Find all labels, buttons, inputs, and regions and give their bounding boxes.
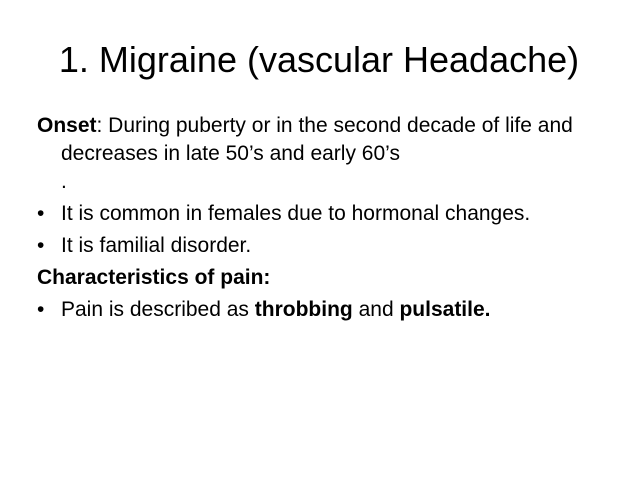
bullet-text: It is common in females due to hormonal changes. xyxy=(61,202,531,225)
onset-trailing: . xyxy=(61,170,67,193)
characteristics-heading-text: Characteristics of pain: xyxy=(37,266,271,289)
slide-body xyxy=(37,112,622,324)
pain-throbbing: throbbing xyxy=(254,298,353,321)
onset-paragraph xyxy=(37,112,622,196)
bullet-icon: • xyxy=(37,298,45,321)
bullet-icon: • xyxy=(37,234,45,257)
pain-pulsatile: pulsatile. xyxy=(399,298,491,321)
bullet-item-familial xyxy=(37,232,622,260)
bullet-item-hormonal xyxy=(37,200,622,228)
bullet-text: It is familial disorder. xyxy=(61,234,252,257)
pain-middle: and xyxy=(352,298,400,321)
slide-title: 1. Migraine (vascular Headache) xyxy=(58,39,580,80)
onset-label: Onset xyxy=(37,114,97,137)
pain-prefix: Pain is described as xyxy=(61,298,255,321)
bullet-icon: • xyxy=(37,202,45,225)
characteristics-heading xyxy=(37,264,622,292)
bullet-item-pain xyxy=(37,296,622,324)
onset-text: : During puberty or in the second decade of life and decreases in late 50’s and early 60’s xyxy=(61,114,573,165)
